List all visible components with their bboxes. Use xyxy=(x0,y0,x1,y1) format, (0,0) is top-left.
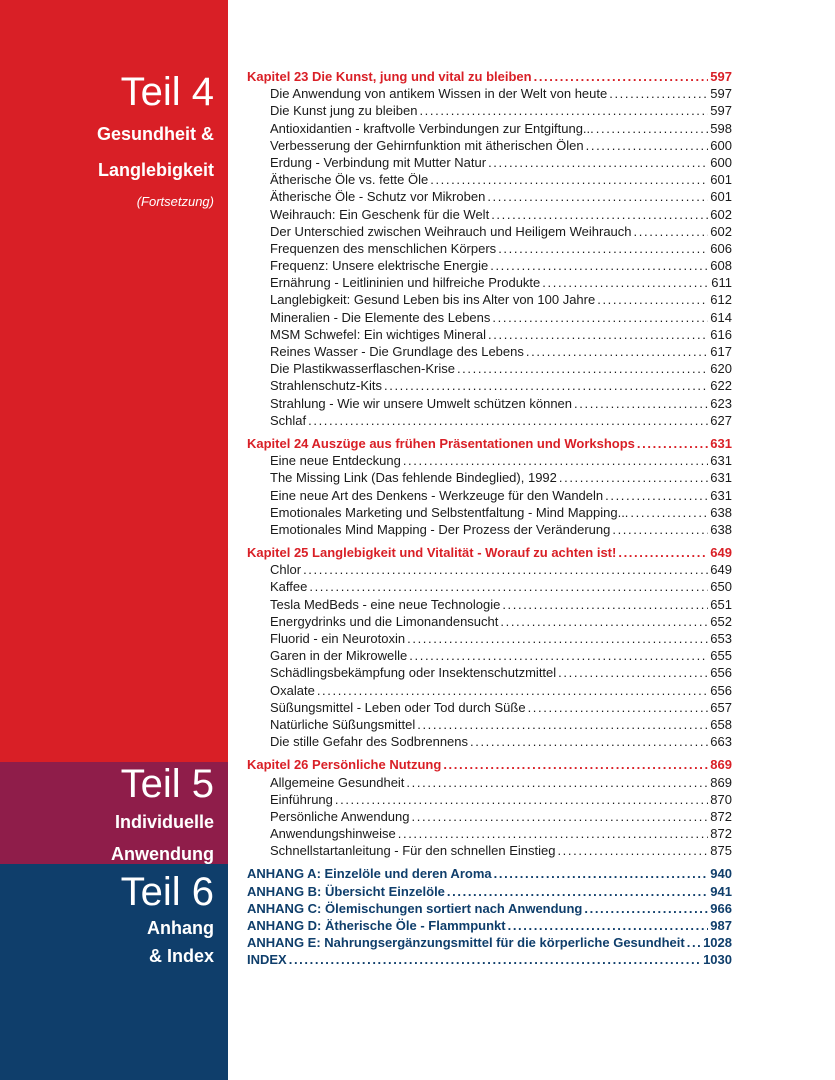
toc-entry-title: Oxalate xyxy=(270,682,315,698)
toc-entry[interactable] xyxy=(247,274,732,291)
teil-4-continuation-note: (Fortsetzung) xyxy=(136,194,214,209)
toc-entry-page-number: 653 xyxy=(710,631,732,646)
toc-entry[interactable] xyxy=(247,171,732,188)
dot-leader xyxy=(335,791,708,808)
dot-leader xyxy=(534,68,709,85)
toc-entry-page-number: 875 xyxy=(710,843,732,859)
toc-entry[interactable] xyxy=(247,504,732,521)
toc-entry[interactable] xyxy=(247,613,732,630)
toc-entry[interactable] xyxy=(247,120,732,137)
toc-entry-title: Garen in der Mikrowelle xyxy=(270,648,408,664)
toc-entry-page-number: 870 xyxy=(710,791,732,807)
table-of-contents xyxy=(247,68,732,969)
toc-entry-title: Strahlenschutz-Kits xyxy=(270,378,382,394)
toc-entry-page-number: 601 xyxy=(710,172,732,188)
toc-entry[interactable] xyxy=(247,469,732,486)
toc-entry-page-number: 655 xyxy=(710,648,732,664)
dot-leader xyxy=(634,223,709,240)
chapter-heading[interactable] xyxy=(247,756,732,773)
toc-entry[interactable] xyxy=(247,808,732,825)
toc-entry-title: Fluorid - ein Neurotoxin xyxy=(270,631,406,646)
chapter-heading-title: Kapitel 25 Langlebigkeit und Vitalität - Worauf zu achten ist! xyxy=(247,545,617,561)
teil-6-title: Teil 6 xyxy=(120,870,214,914)
toc-entry[interactable] xyxy=(247,206,732,223)
toc-entry-title: Der Unterschied zwischen Weihrauch und Heiligem Weihrauch xyxy=(270,223,632,239)
appendix-entry-page-number: 940 xyxy=(710,866,732,882)
toc-entry-title: Die Anwendung von antikem Wissen in der Welt von heute xyxy=(270,86,608,102)
toc-entry-title: Einführung xyxy=(270,791,333,807)
dot-leader xyxy=(612,521,708,538)
toc-entry-title: Frequenz: Unsere elektrische Energie xyxy=(270,258,489,274)
dot-leader xyxy=(502,596,708,613)
toc-entry[interactable] xyxy=(247,699,732,716)
dot-leader xyxy=(687,934,701,951)
toc-entry[interactable] xyxy=(247,791,732,808)
chapter-heading-page-number: 631 xyxy=(710,435,732,451)
appendix-entry[interactable] xyxy=(247,951,732,968)
toc-entry[interactable] xyxy=(247,682,732,699)
toc-entry-page-number: 872 xyxy=(710,826,732,842)
toc-entry-title: Erdung - Verbindung mit Mutter Natur xyxy=(270,154,487,170)
dot-leader xyxy=(398,825,709,842)
toc-entry-page-number: 616 xyxy=(710,326,732,342)
toc-entry[interactable] xyxy=(247,343,732,360)
toc-entry[interactable] xyxy=(247,395,732,412)
toc-entry-page-number: 617 xyxy=(710,344,732,359)
toc-entry[interactable] xyxy=(247,137,732,154)
chapter-section xyxy=(247,68,732,429)
toc-entry[interactable] xyxy=(247,291,732,308)
toc-entry[interactable] xyxy=(247,85,732,102)
toc-entry-title: Schnellstartanleitung - Für den schnellen Einstieg xyxy=(270,843,556,859)
dot-leader xyxy=(407,630,708,647)
teil-4-title: Teil 4 xyxy=(120,70,214,114)
toc-entry-title: Eine neue Entdeckung xyxy=(270,453,401,469)
toc-entry-title: Schlaf xyxy=(270,412,307,428)
toc-entry-page-number: 869 xyxy=(710,774,732,790)
toc-entry-title: Anwendungshinweise xyxy=(270,826,396,842)
dot-leader xyxy=(417,716,708,733)
toc-entry-title: Antioxidantien - kraftvolle Verbindungen zur Entgiftung... xyxy=(270,120,594,136)
toc-entry-page-number: 631 xyxy=(710,487,732,503)
toc-entry-page-number: 600 xyxy=(710,137,732,153)
toc-entry[interactable] xyxy=(247,154,732,171)
toc-entry-title: Süßungsmittel - Leben oder Tod durch Süße xyxy=(270,699,526,715)
dot-leader xyxy=(584,900,708,917)
toc-entry-page-number: 638 xyxy=(710,521,732,537)
toc-entry-title: Ätherische Öle vs. fette Öle xyxy=(270,172,429,188)
chapter-heading-page-number: 869 xyxy=(710,757,732,773)
toc-entry[interactable] xyxy=(247,326,732,343)
toc-entry-page-number: 631 xyxy=(710,453,732,469)
chapter-heading[interactable] xyxy=(247,435,732,452)
toc-entry-page-number: 638 xyxy=(710,504,732,520)
chapter-heading-title: Kapitel 23 Die Kunst, jung und vital zu bleiben xyxy=(247,69,532,84)
toc-entry-title: Ernährung - Leitlininien und hilfreiche Produkte xyxy=(270,275,541,291)
dot-leader xyxy=(609,85,708,102)
toc-entry-page-number: 597 xyxy=(710,103,732,119)
toc-entry-title: Allgemeine Gesundheit xyxy=(270,774,405,790)
toc-entry-page-number: 658 xyxy=(710,716,732,732)
toc-entry-title: Reines Wasser - Die Grundlage des Lebens xyxy=(270,344,524,359)
toc-entry-title: MSM Schwefel: Ein wichtiges Mineral xyxy=(270,326,487,342)
dot-leader xyxy=(403,452,708,469)
dot-leader xyxy=(596,120,709,137)
toc-entry-page-number: 612 xyxy=(710,292,732,308)
dot-leader xyxy=(443,756,708,773)
appendix-entry-title: ANHANG A: Einzelöle und deren Aroma xyxy=(247,866,492,882)
dot-leader xyxy=(586,137,709,154)
appendix-entry[interactable] xyxy=(247,883,732,900)
toc-entry[interactable] xyxy=(247,360,732,377)
toc-entry-page-number: 627 xyxy=(710,412,732,428)
dot-leader xyxy=(526,343,708,360)
toc-entry-page-number: 656 xyxy=(710,682,732,698)
appendix-entry-title: ANHANG C: Ölemischungen sortiert nach Anwendung xyxy=(247,900,583,916)
toc-entry-title: Langlebigkeit: Gesund Leben bis ins Alter von 100 Jahre xyxy=(270,292,596,308)
dot-leader xyxy=(637,435,708,452)
toc-entry-page-number: 602 xyxy=(710,206,732,222)
teil-4-subtitle-line2: Langlebigkeit xyxy=(97,160,214,180)
toc-entry-page-number: 650 xyxy=(710,579,732,595)
toc-entry[interactable] xyxy=(247,716,732,733)
teil-5-title: Teil 5 xyxy=(120,762,214,806)
dot-leader xyxy=(491,206,708,223)
appendix-entry-title: INDEX xyxy=(247,952,287,968)
dot-leader xyxy=(597,291,708,308)
toc-entry-title: Die stille Gefahr des Sodbrennens xyxy=(270,734,469,750)
toc-entry-page-number: 600 xyxy=(710,154,732,170)
toc-entry[interactable] xyxy=(247,521,732,538)
toc-entry-page-number: 602 xyxy=(710,223,732,239)
toc-entry-page-number: 651 xyxy=(710,596,732,612)
toc-entry-title: Frequenzen des menschlichen Körpers xyxy=(270,240,497,256)
dot-leader xyxy=(308,412,708,429)
dot-leader xyxy=(309,578,708,595)
dot-leader xyxy=(498,240,708,257)
toc-entry-page-number: 631 xyxy=(710,470,732,486)
toc-entry-page-number: 649 xyxy=(710,562,732,578)
dot-leader xyxy=(487,188,708,205)
toc-entry-page-number: 598 xyxy=(710,120,732,136)
toc-entry[interactable] xyxy=(247,664,732,681)
dot-leader xyxy=(470,733,708,750)
chapter-heading-page-number: 597 xyxy=(710,69,732,84)
dot-leader xyxy=(303,561,708,578)
appendix-entry-page-number: 941 xyxy=(710,883,732,899)
toc-entry[interactable] xyxy=(247,578,732,595)
toc-entry-title: Energydrinks und die Limonandensucht xyxy=(270,613,499,629)
dot-leader xyxy=(508,917,709,934)
toc-entry-page-number: 663 xyxy=(710,734,732,750)
toc-entry-title: Emotionales Marketing und Selbstentfaltung - Mind Mapping... xyxy=(270,504,629,520)
appendix-entry[interactable] xyxy=(247,900,732,917)
appendix-entry-title: ANHANG D: Ätherische Öle - Flammpunkt xyxy=(247,918,506,933)
toc-entry-title: Weihrauch: Ein Geschenk für die Welt xyxy=(270,206,490,222)
chapter-heading-page-number: 649 xyxy=(710,545,732,561)
toc-entry[interactable] xyxy=(247,596,732,613)
sidebar-teil-6 xyxy=(0,864,228,1080)
toc-entry-title: Persönliche Anwendung xyxy=(270,808,410,824)
toc-entry-page-number: 606 xyxy=(710,240,732,256)
toc-entry[interactable] xyxy=(247,487,732,504)
toc-entry-title: Die Kunst jung zu bleiben xyxy=(270,103,418,119)
toc-entry-title: Natürliche Süßungsmittel xyxy=(270,716,416,732)
dot-leader xyxy=(605,487,708,504)
toc-entry[interactable] xyxy=(247,188,732,205)
dot-leader xyxy=(528,699,709,716)
appendix-entry-title: ANHANG E: Nahrungsergänzungsmittel für die körperliche Gesundheit xyxy=(247,935,685,951)
dot-leader xyxy=(384,377,708,394)
toc-entry[interactable] xyxy=(247,647,732,664)
teil-5-subtitle-line2: Anwendung xyxy=(111,844,214,864)
toc-entry[interactable] xyxy=(247,733,732,750)
dot-leader xyxy=(494,865,709,882)
appendix-entry[interactable] xyxy=(247,917,732,934)
toc-entry[interactable] xyxy=(247,412,732,429)
dot-leader xyxy=(488,326,708,343)
appendix-entry[interactable] xyxy=(247,934,732,951)
chapter-heading-title: Kapitel 24 Auszüge aus frühen Präsentationen und Workshops xyxy=(247,435,635,451)
toc-entry-page-number: 872 xyxy=(710,808,732,824)
dot-leader xyxy=(490,257,708,274)
dot-leader xyxy=(618,544,708,561)
toc-entry-title: Verbesserung der Gehirnfunktion mit ätherischen Ölen xyxy=(270,137,584,153)
dot-leader xyxy=(409,647,708,664)
dot-leader xyxy=(558,664,708,681)
teil-6-subtitle-line1: Anhang xyxy=(147,918,214,938)
toc-entry-page-number: 611 xyxy=(711,275,732,291)
toc-entry-title: Emotionales Mind Mapping - Der Prozess der Veränderung xyxy=(270,521,611,537)
toc-entry-page-number: 601 xyxy=(710,189,732,205)
toc-entry-title: Eine neue Art des Denkens - Werkzeuge für den Wandeln xyxy=(270,487,604,503)
appendix-entry-page-number: 987 xyxy=(710,918,732,933)
dot-leader xyxy=(542,274,709,291)
toc-entry[interactable] xyxy=(247,842,732,859)
chapter-section xyxy=(247,756,732,859)
toc-entry-page-number: 608 xyxy=(710,258,732,274)
dot-leader xyxy=(406,774,708,791)
dot-leader xyxy=(557,842,708,859)
toc-entry-title: Die Plastikwasserflaschen-Krise xyxy=(270,361,455,377)
dot-leader xyxy=(289,951,701,968)
chapter-heading[interactable] xyxy=(247,544,732,561)
toc-entry-title: Strahlung - Wie wir unsere Umwelt schützen können xyxy=(270,395,573,411)
toc-entry[interactable] xyxy=(247,561,732,578)
toc-entry-page-number: 623 xyxy=(710,395,732,411)
appendix-entry[interactable] xyxy=(247,865,732,882)
toc-entry-page-number: 597 xyxy=(710,86,732,102)
toc-entry-page-number: 620 xyxy=(710,361,732,377)
toc-entry[interactable] xyxy=(247,630,732,647)
toc-entry[interactable] xyxy=(247,774,732,791)
toc-entry-title: Schädlingsbekämpfung oder Insektenschutzmittel xyxy=(270,665,557,681)
dot-leader xyxy=(492,309,708,326)
toc-entry-title: Ätherische Öle - Schutz vor Mikroben xyxy=(270,189,486,205)
dot-leader xyxy=(317,682,708,699)
toc-entry-page-number: 657 xyxy=(710,699,732,715)
toc-entry-title: The Missing Link (Das fehlende Bindeglied), 1992 xyxy=(270,470,557,486)
toc-entry[interactable] xyxy=(247,240,732,257)
toc-entry[interactable] xyxy=(247,825,732,842)
toc-entry-page-number: 656 xyxy=(710,665,732,681)
toc-entry[interactable] xyxy=(247,257,732,274)
appendix-entry-page-number: 1030 xyxy=(703,952,732,968)
teil-5-subtitle-line1: Individuelle xyxy=(114,812,214,832)
toc-entry-title: Chlor xyxy=(270,562,302,578)
toc-entry[interactable] xyxy=(247,309,732,326)
toc-entry-title: Kaffee xyxy=(270,579,308,595)
toc-entry-title: Tesla MedBeds - eine neue Technologie xyxy=(270,596,501,612)
toc-entry[interactable] xyxy=(247,223,732,240)
sidebar-teil-4 xyxy=(0,0,228,762)
appendix-entry-title: ANHANG B: Übersicht Einzelöle xyxy=(247,883,445,899)
chapter-section xyxy=(247,435,732,538)
dot-leader xyxy=(488,154,708,171)
dot-leader xyxy=(419,102,708,119)
sidebar-teil-5 xyxy=(0,762,228,864)
dot-leader xyxy=(500,613,708,630)
chapter-heading-title: Kapitel 26 Persönliche Nutzung xyxy=(247,757,442,773)
dot-leader xyxy=(430,171,708,188)
toc-entry[interactable] xyxy=(247,377,732,394)
toc-entry-page-number: 622 xyxy=(710,378,732,394)
appendix-section xyxy=(247,865,732,968)
dot-leader xyxy=(559,469,708,486)
toc-entry[interactable] xyxy=(247,102,732,119)
dot-leader xyxy=(412,808,709,825)
teil-4-subtitle-line1: Gesundheit & xyxy=(96,124,214,144)
toc-entry[interactable] xyxy=(247,452,732,469)
dot-leader xyxy=(457,360,708,377)
toc-entry-title: Mineralien - Die Elemente des Lebens xyxy=(270,309,491,325)
toc-entry-page-number: 652 xyxy=(710,613,732,629)
dot-leader xyxy=(574,395,708,412)
teil-6-subtitle-line2: & Index xyxy=(148,946,214,966)
dot-leader xyxy=(630,504,708,521)
dot-leader xyxy=(447,883,708,900)
appendix-entry-page-number: 1028 xyxy=(703,935,732,951)
chapter-heading[interactable] xyxy=(247,68,732,85)
chapter-section xyxy=(247,544,732,750)
appendix-entry-page-number: 966 xyxy=(710,900,732,916)
toc-entry-page-number: 614 xyxy=(710,309,732,325)
